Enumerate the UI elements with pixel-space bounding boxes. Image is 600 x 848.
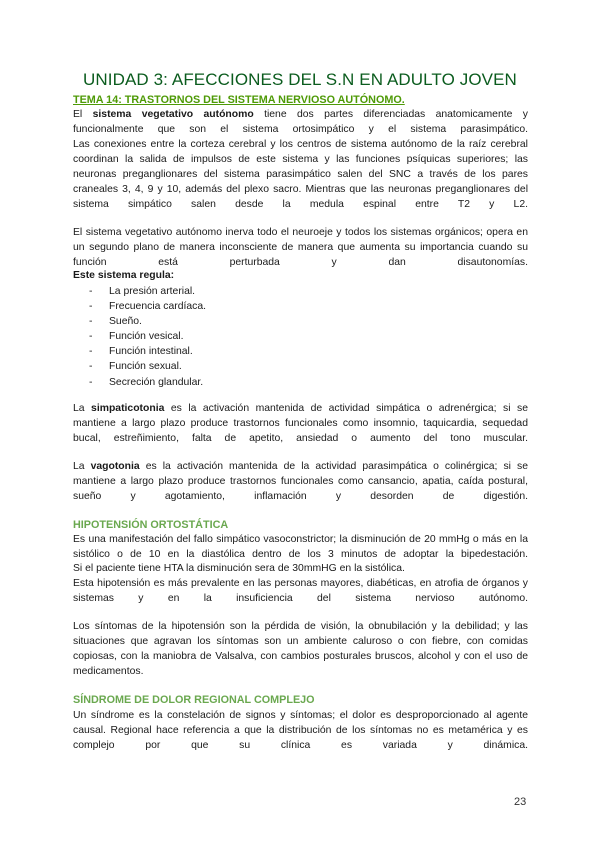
- list-item: - La presión arterial.: [73, 284, 206, 299]
- unit-title: UNIDAD 3: AFECCIONES DEL S.N EN ADULTO JOVEN: [83, 70, 517, 89]
- bold-term: vagotonia: [90, 461, 140, 472]
- list-item: - Función intestinal.: [73, 344, 206, 359]
- topic-heading: TEMA 14: TRASTORNOS DEL SISTEMA NERVIOSO AUTÓNOMO.: [73, 94, 405, 106]
- paragraph-simpaticotonia: La simpaticotonia es la activación mantenida de actividad simpática o adrenérgica; si se mantiene a largo plazo produce trastornos funcionales como insomnio, taquicardia, sequedad bucal, estreñimiento, falta de apetito, ansiedad o aumento del tono muscular.: [73, 403, 528, 444]
- list-item: - Secreción glandular.: [73, 375, 206, 390]
- paragraph-sistema-vegetativo: El sistema vegetativo autónomo tiene dos partes diferenciadas anatomicamente y funcionalmente que son el sistema ortosimpático y el sistema parasimpático.: [73, 109, 528, 135]
- paragraph-conexiones: Las conexiones entre la corteza cerebral y los centros de sistema autónomo de la raíz cerebral coordinan la salida de impulsos de este sistema y las funciones psíquicas superiores; las neuronas preganglionares del sistema parasimpático salen del SNC a través de los pares craneales 3, 4, 9 y 10, además del plexo sacro. Mientras que las neuronas preganglionares del sistema simpático salen desde la medula espinal entre T2 y L2.: [73, 139, 528, 210]
- paragraph-sdrc: Un síndrome es la constelación de signos y síntomas; el dolor es desproporcionado al agente causal. Regional hace referencia a que la distribución de los síntomas no es metamérica y es complejo por que su clínica es variada y dinámica.: [73, 710, 528, 751]
- list-item: - Función sexual.: [73, 359, 206, 374]
- list-item: - Frecuencia cardíaca.: [73, 299, 206, 314]
- regula-label: Este sistema regula:: [73, 270, 175, 281]
- list-item: - Función vesical.: [73, 329, 206, 344]
- section-heading-hipotension: HIPOTENSIÓN ORTOSTÁTICA: [73, 519, 229, 531]
- page-number: 23: [514, 796, 527, 808]
- paragraph-hipotension-hta: Si el paciente tiene HTA la disminución sera de 30mmHG en la sistólica.: [73, 563, 405, 574]
- regula-list: [73, 284, 206, 390]
- paragraph-hipotension-prevalencia: Esta hipotensión es más prevalente en las personas mayores, diabéticas, en atrofia de órganos y sistemas y en la insuficiencia del sistema nervioso autónomo.: [73, 578, 528, 604]
- paragraph-hipotension-sintomas: Los síntomas de la hipotensión son la pérdida de visión, la obnubilación y la debilidad; y las situaciones que agravan los síntomas son un ambiente caluroso o con fiebre, con comidas copiosas, con la maniobra de Valsalva, con cambios posturales bruscos, alcohol y con el uso de medicamentos.: [73, 621, 528, 677]
- bold-term: simpaticotonia: [91, 403, 165, 414]
- paragraph-inervacion: El sistema vegetativo autónomo inerva todo el neuroeje y todos los sistemas orgánicos; opera en un segundo plano de manera inconsciente de manera que aumenta su importancia cuando su función está perturbada y dan disautonomías.: [73, 227, 528, 268]
- bold-term: sistema vegetativo autónomo: [92, 109, 254, 120]
- paragraph-hipotension-definicion: Es una manifestación del fallo simpático vasoconstrictor; la disminución de 20 mmHg o más en la sistólico o de 10 en la diastólica dentro de los 3 minutos de adoptar la bipedestación.: [73, 534, 528, 560]
- paragraph-vagotonia: La vagotonia es la activación mantenida de la actividad parasimpática o colinérgica; si se mantiene a largo plazo produce trastornos funcionales como cansancio, apatia, caída postural, sueño y agotamiento, inflamación y desorden de digestión.: [73, 461, 528, 502]
- section-heading-sdrc: SÍNDROME DE DOLOR REGIONAL COMPLEJO: [73, 694, 315, 706]
- list-item: - Sueño.: [73, 314, 206, 329]
